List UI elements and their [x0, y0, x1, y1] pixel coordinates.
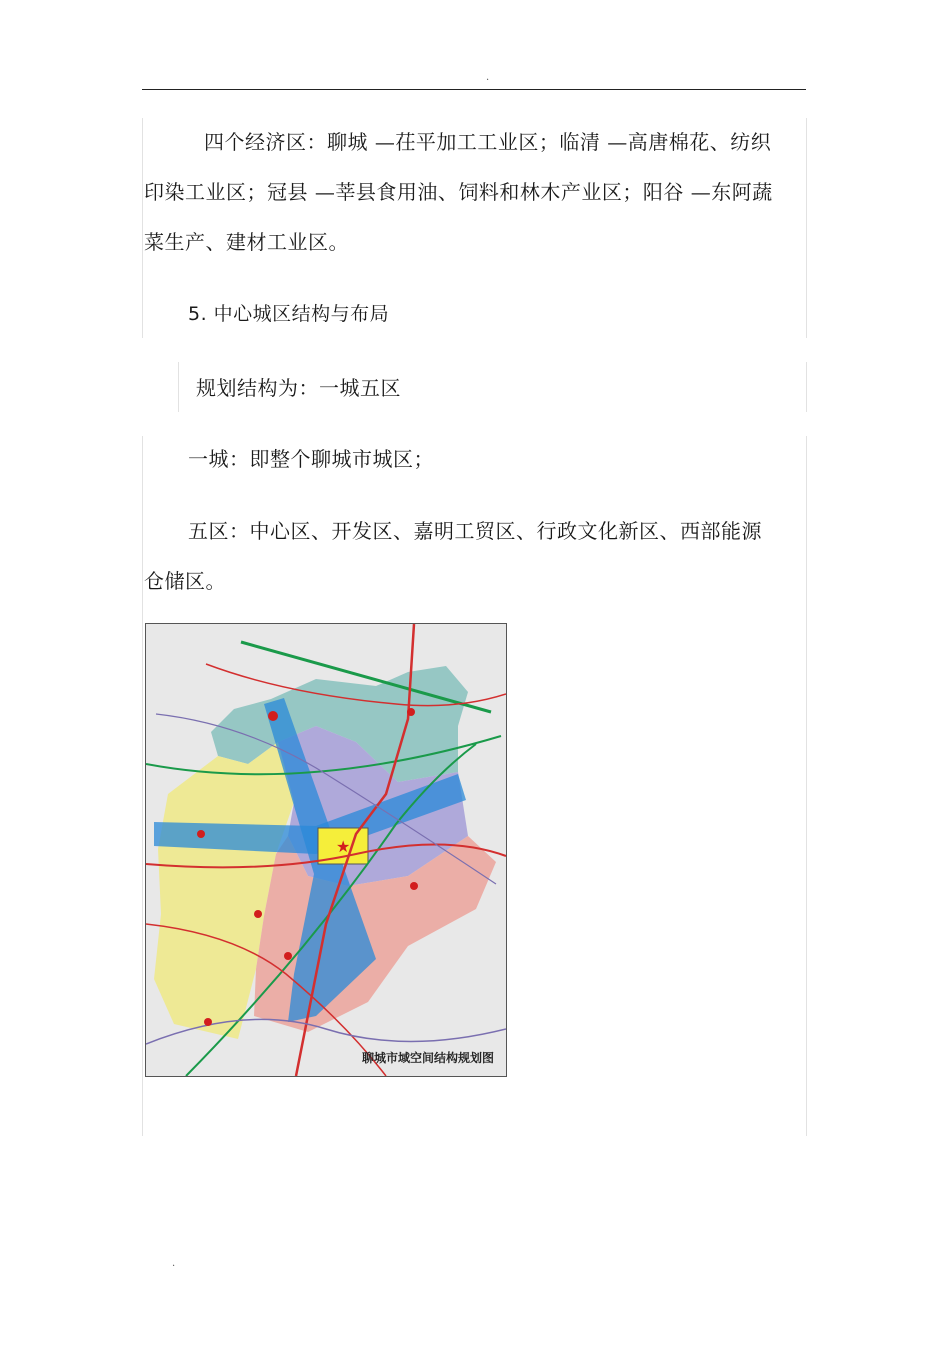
footer-mark: . — [172, 1258, 176, 1269]
paragraph-economic-zones-line2: 印染工业区；冠县 —莘县食用油、饲料和林木产业区；阳谷 —东阿蔬 — [144, 180, 773, 204]
header-rule — [142, 89, 806, 90]
paragraph-five-districts-line1: 五区：中心区、开发区、嘉明工贸区、行政文化新区、西部能源 — [188, 519, 762, 543]
paragraph-plan-structure: 规划结构为：一城五区 — [196, 376, 401, 400]
svg-text:★: ★ — [336, 837, 351, 856]
frame-line-right-3 — [806, 436, 807, 1136]
map-caption: 聊城市域空间结构规划图 — [361, 1051, 494, 1065]
frame-line-right-2 — [806, 362, 807, 412]
map-figure — [145, 623, 507, 1077]
paragraph-economic-zones-line1: 四个经济区：聊城 —茌平加工工业区；临清 —高唐棉花、纺织 — [204, 130, 772, 154]
paragraph-one-city: 一城：即整个聊城市城区； — [188, 447, 434, 471]
frame-line-left-2 — [178, 362, 179, 412]
frame-line-left — [142, 118, 143, 338]
paragraph-economic-zones-line3: 菜生产、建材工业区。 — [144, 230, 349, 254]
map-illustration — [146, 624, 506, 1076]
section-heading: 5. 中心城区结构与布局 — [188, 303, 390, 325]
paragraph-five-districts-line2: 仓储区。 — [144, 569, 226, 593]
frame-line-right — [806, 118, 807, 338]
header-mark: . — [486, 72, 490, 83]
frame-line-left-3 — [142, 436, 143, 1136]
